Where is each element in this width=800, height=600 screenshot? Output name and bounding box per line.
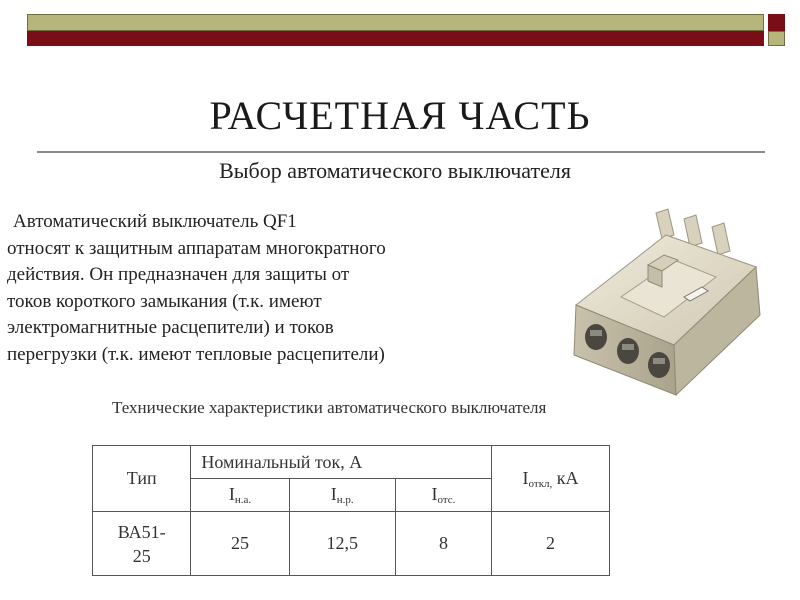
description-line: перегрузки (т.к. имеют тепловые расцепители) (7, 343, 385, 365)
spec-table (92, 445, 610, 576)
cell-i-otkl: 2 (492, 512, 610, 576)
header-bar-olive (27, 14, 764, 31)
description-paragraph (7, 209, 477, 368)
table-caption: Технические характеристики автоматического выключателя (112, 398, 547, 417)
page-subtitle: Выбор автоматического выключателя (219, 158, 571, 183)
header-i-otkl: $I_{откл,}$ кА (492, 446, 610, 512)
description-line: электромагнитные расцепители) и токов (7, 317, 334, 338)
header-i-na: $I_{н.а.}$ (191, 479, 289, 512)
header-square-olive (768, 31, 785, 46)
header-i-nr: $I_{н.р.}$ (289, 479, 395, 512)
title-divider (37, 151, 765, 153)
header-i-ots: $I_{отс.}$ (395, 479, 491, 512)
description-line: Автоматический выключатель QF1 (13, 211, 297, 232)
cell-i-ots: 8 (395, 512, 491, 576)
header-type: Тип (126, 468, 157, 488)
description-line: токов короткого замыкания (т.к. имеют (7, 290, 322, 312)
cell-type: ВА51- 25 (93, 512, 191, 576)
table-row (93, 512, 610, 576)
cell-i-na: 25 (191, 512, 289, 576)
header-nominal-group: Номинальный ток, А (191, 446, 492, 479)
header-square-red (768, 14, 785, 31)
page-title: РАСЧЕТНАЯ ЧАСТЬ (209, 93, 591, 138)
cell-i-nr: 12,5 (289, 512, 395, 576)
description-line: действия. Он предназначен для защиты от (7, 264, 350, 285)
circuit-breaker-photo (556, 205, 766, 405)
description-line: относят к защитным аппаратам многократного (7, 237, 386, 259)
header-type-cell (93, 446, 191, 512)
header-bar-red (27, 31, 764, 46)
